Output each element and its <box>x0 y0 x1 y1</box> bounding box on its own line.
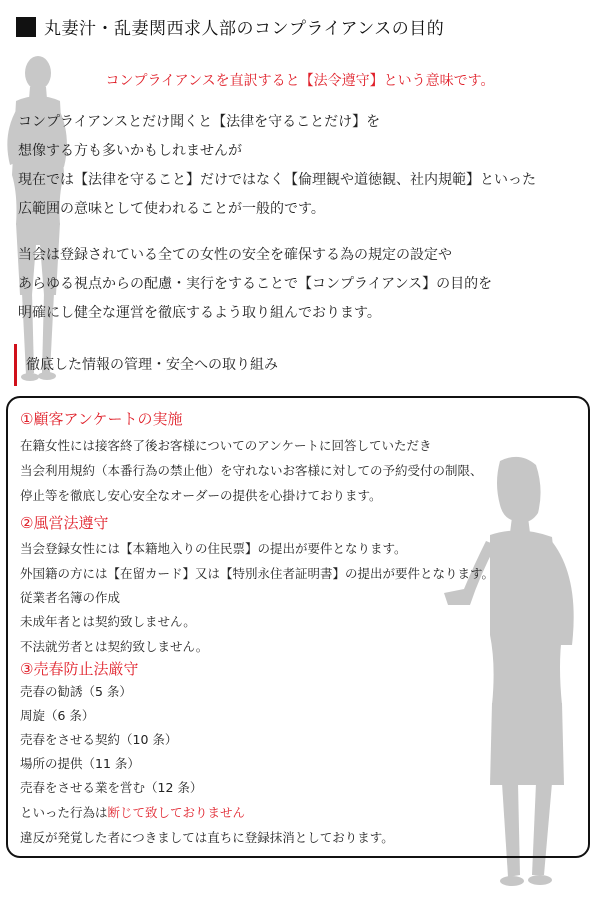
intro-line: 広範囲の意味として使われることが一般的です。 <box>18 201 325 217</box>
closing-prefix: といった行為は <box>20 805 108 820</box>
prostitution-law-line: 売春をさせる契約（10 条） <box>20 732 178 747</box>
purpose-paragraph <box>18 241 492 328</box>
prostitution-law-line: 売春をさせる業を営む（12 条） <box>20 780 203 795</box>
lead-statement: コンプライアンスを直訳すると【法令遵守】という意味です。 <box>105 73 495 89</box>
prostitution-law-line: 売春の勧誘（5 条） <box>20 684 132 699</box>
section-header <box>14 344 278 386</box>
prostitution-law-final: 違反が発覚した者につきましては直ちに登録抹消としております。 <box>20 830 394 845</box>
survey-line: 当会利用規約（本番行為の禁止他）を守れないお客様に対しての予約受付の制限、 <box>20 463 483 478</box>
prostitution-law-line: 周旋（6 条） <box>20 708 95 723</box>
business-law-line: 未成年者とは契約致しません。 <box>20 614 196 629</box>
section-title: 徹底した情報の管理・安全への取り組み <box>26 357 278 373</box>
business-law-line: 従業者名簿の作成 <box>20 590 121 605</box>
page-title: 丸妻汁・乱妻関西求人部のコンプライアンスの目的 <box>44 19 445 39</box>
purpose-line: 当会は登録されている全ての女性の安全を確保する為の規定の設定や <box>18 247 452 263</box>
business-law-heading: ②風営法遵守 <box>20 514 109 532</box>
purpose-line: 明確にし健全な運営を徹底するよう取り組んでおります。 <box>18 305 381 321</box>
prostitution-law-line: 場所の提供（11 条） <box>20 756 140 771</box>
business-law-line: 外国籍の方には【在留カード】又は【特別永住者証明書】の提出が要件となります。 <box>20 566 495 581</box>
intro-paragraph <box>18 108 536 224</box>
prostitution-law-heading: ③売春防止法厳守 <box>20 660 139 678</box>
purpose-line: あらゆる視点からの配慮・実行をすることで【コンプライアンス】の目的を <box>18 276 493 292</box>
prostitution-law-closing <box>20 803 245 821</box>
intro-line: 現在では【法律を守ること】だけではなく【倫理観や道徳観、社内規範】といった <box>18 172 536 188</box>
business-law-line: 当会登録女性には【本籍地入りの住民票】の提出が要件となります。 <box>20 541 407 556</box>
survey-line: 停止等を徹底し安心安全なオーダーの提供を心掛けております。 <box>20 488 382 503</box>
business-law-line: 不法就労者とは契約致しません。 <box>20 639 209 654</box>
intro-line: コンプライアンスとだけ聞くと【法律を守ることだけ】を <box>18 114 381 130</box>
survey-heading: ①顧客アンケートの実施 <box>20 410 183 428</box>
intro-line: 想像する方も多いかもしれませんが <box>18 143 242 159</box>
survey-line: 在籍女性には接客終了後お客様についてのアンケートに回答していただき <box>20 438 432 453</box>
closing-emphasis: 断じて致しておりません <box>107 805 246 820</box>
page-title-row <box>16 14 444 39</box>
title-square-icon <box>16 17 36 37</box>
